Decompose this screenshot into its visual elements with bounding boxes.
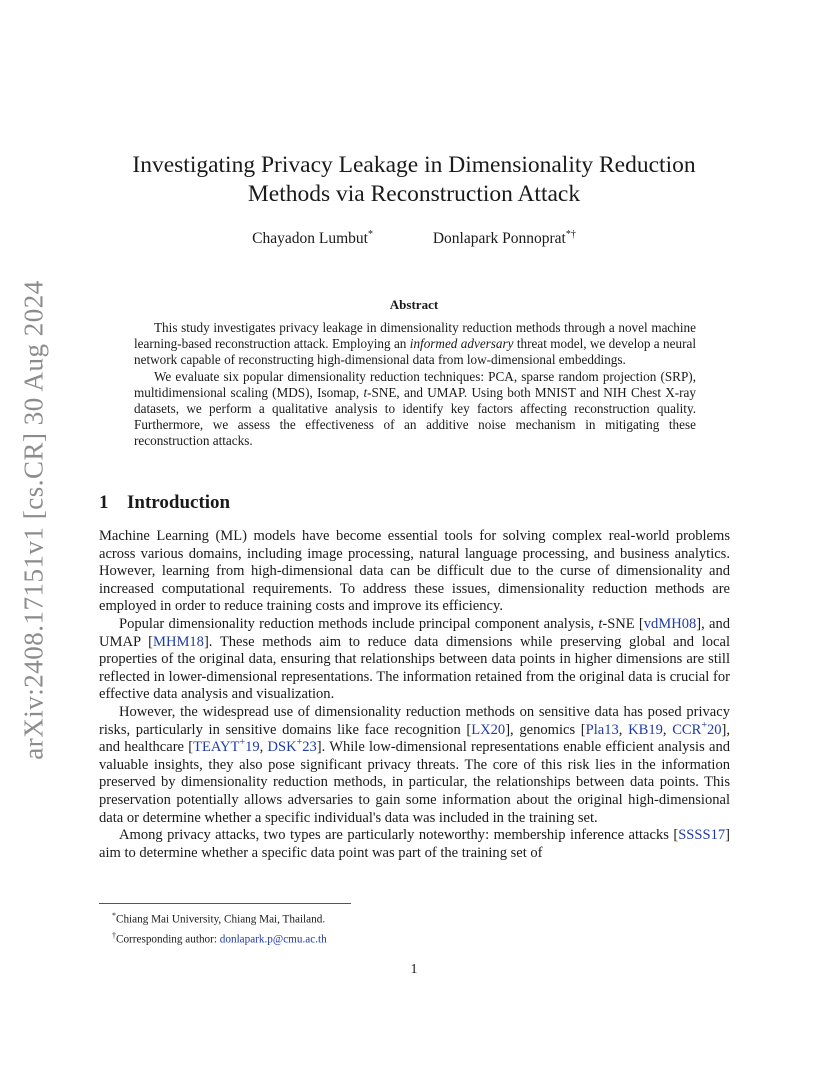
body-text-span: Popular dimensionality reduction methods include principal component analysis, bbox=[119, 615, 599, 632]
footnote-affiliation bbox=[112, 908, 327, 928]
abstract-text: We evaluate six popular dimensionality reduction techniques: PCA, sparse random projection (SRP), multidimensional scaling (MDS), Isomap, bbox=[134, 368, 696, 400]
body-text-span: ]. These methods aim to reduce data dimensions while preserving global and local properties of the original data, ensuring that relationships between data points in higher dimensions are still reflected in lower-dimensional representations. The information retained from the original data is crucial for effective data analysis and visualization. bbox=[99, 633, 730, 703]
intro-paragraph-3 bbox=[99, 704, 730, 827]
abstract-paragraph-1 bbox=[134, 320, 696, 369]
abstract-heading: Abstract bbox=[389, 297, 439, 312]
author-2 bbox=[433, 229, 576, 248]
citation-link[interactable]: MHM18 bbox=[153, 633, 204, 650]
citation-text: 19 bbox=[245, 739, 260, 756]
section-number: 1 bbox=[99, 492, 109, 513]
citation-separator: , bbox=[618, 721, 629, 738]
intro-paragraph-4 bbox=[99, 827, 730, 862]
citation-sup: + bbox=[296, 737, 303, 749]
citation-text: DSK bbox=[267, 739, 297, 756]
citation-link[interactable]: LX20 bbox=[471, 721, 506, 738]
citation-text: 23 bbox=[302, 739, 317, 756]
author-name: Chayadon Lumbut bbox=[252, 230, 368, 248]
email-link[interactable]: donlapark.p@cmu.ac.th bbox=[219, 933, 327, 946]
citation-text: CCR bbox=[672, 721, 702, 738]
footnote-text: Corresponding author: bbox=[116, 933, 220, 946]
section-heading bbox=[99, 492, 230, 514]
body-text-span: ], and UMAP [ bbox=[99, 615, 730, 650]
citation-sup: + bbox=[701, 719, 707, 731]
arxiv-identifier: arXiv:2408.17151v1 [cs.CR] 30 Aug 2024 bbox=[18, 280, 49, 760]
body-text-span: ]. While low-dimensional representations enable efficient analysis and valuable insights, they also pose significant privacy threats. The core of this risk lies in the information preserved by dimensionality reduction methods, in particular, the relationships between data points. This preservation potentially allows adversaries to gain some information about the original high-dimensional data or determine whether a specific individual's data was included in the training set. bbox=[99, 739, 730, 826]
body-text-span: However, the widespread use of dimensionality reduction methods on sensitive data has posed privacy risks, particularly in sensitive domains like face recognition [ bbox=[99, 703, 730, 738]
body-text-span: ], and healthcare [ bbox=[99, 721, 730, 756]
title-line-2: Methods via Reconstruction Attack bbox=[247, 181, 581, 207]
author-name: Donlapark Ponnoprat bbox=[432, 230, 566, 248]
abstract-emphasis: t bbox=[363, 384, 368, 400]
intro-paragraph-1: Machine Learning (ML) models have become essential tools for solving complex real-world problems across various domains, including image processing, natural language processing, and business analytics. However, learning from high-dimensional data can be difficult due to the curse of dimensionality and increased computational requirements. To address these issues, dimensionality reduction methods are employed in order to reduce training costs and improve its efficiency. bbox=[99, 528, 730, 615]
footnote-mark: * bbox=[112, 911, 116, 920]
citation-link[interactable]: KB19 bbox=[628, 721, 663, 738]
body-text-span: -SNE [ bbox=[602, 615, 644, 632]
citation-link[interactable]: Pla13 bbox=[585, 721, 619, 738]
citation-separator: , bbox=[662, 721, 673, 738]
footnote-corresponding bbox=[112, 928, 327, 948]
footnote-mark: † bbox=[112, 930, 116, 940]
section-title: Introduction bbox=[127, 492, 231, 513]
abstract-body bbox=[134, 320, 696, 450]
citation-text: 20 bbox=[706, 721, 722, 738]
author-list bbox=[0, 229, 828, 248]
citation-sup: + bbox=[239, 737, 246, 749]
page-number: 1 bbox=[410, 962, 418, 977]
citation-text: TEAYT bbox=[193, 739, 240, 756]
citation-link[interactable]: vdMH08 bbox=[643, 615, 697, 632]
intro-paragraph-2 bbox=[99, 616, 730, 704]
citation-link[interactable] bbox=[193, 739, 260, 755]
footnotes bbox=[112, 908, 327, 947]
footnote-text: Chiang Mai University, Chiang Mai, Thailand. bbox=[116, 913, 326, 926]
body-emphasis: t bbox=[598, 615, 603, 632]
abstract-text: -SNE, and UMAP. Using both MNIST and NIH Chest X-ray datasets, we perform a qualitative analysis to identify key factors affecting reconstruction quality. Furthermore, we assess the effectiveness of an additive noise mechanism in mitigating these reconstruction attacks. bbox=[134, 384, 696, 449]
citation-separator: , bbox=[259, 739, 268, 756]
abstract-emphasis: informed adversary bbox=[409, 336, 514, 352]
abstract-text: This study investigates privacy leakage in dimensionality reduction methods through a novel machine learning-based reconstruction attack. Employing an bbox=[134, 320, 696, 352]
author-affiliation-mark: * bbox=[367, 229, 373, 240]
body-text-span: ] aim to determine whether a specific data point was part of the training set of bbox=[99, 827, 730, 861]
abstract-paragraph-2 bbox=[134, 369, 696, 450]
paper-title bbox=[80, 151, 748, 209]
author-affiliation-mark: *† bbox=[565, 229, 576, 240]
abstract-text: threat model, we develop a neural network capable of reconstructing high-dimensional data from low-dimensional embeddings. bbox=[134, 336, 696, 368]
body-text-span: ], genomics [ bbox=[505, 721, 586, 738]
title-line-1: Investigating Privacy Leakage in Dimensionality Reduction bbox=[132, 152, 696, 178]
author-1 bbox=[252, 229, 373, 248]
introduction-body bbox=[99, 528, 730, 862]
body-text-span: Among privacy attacks, two types are particularly noteworthy: membership inference attacks [ bbox=[119, 827, 679, 844]
footnote-divider bbox=[99, 903, 351, 904]
citation-link[interactable]: SSSS17 bbox=[678, 827, 726, 844]
citation-link[interactable] bbox=[672, 719, 722, 738]
citation-link[interactable] bbox=[267, 739, 316, 755]
